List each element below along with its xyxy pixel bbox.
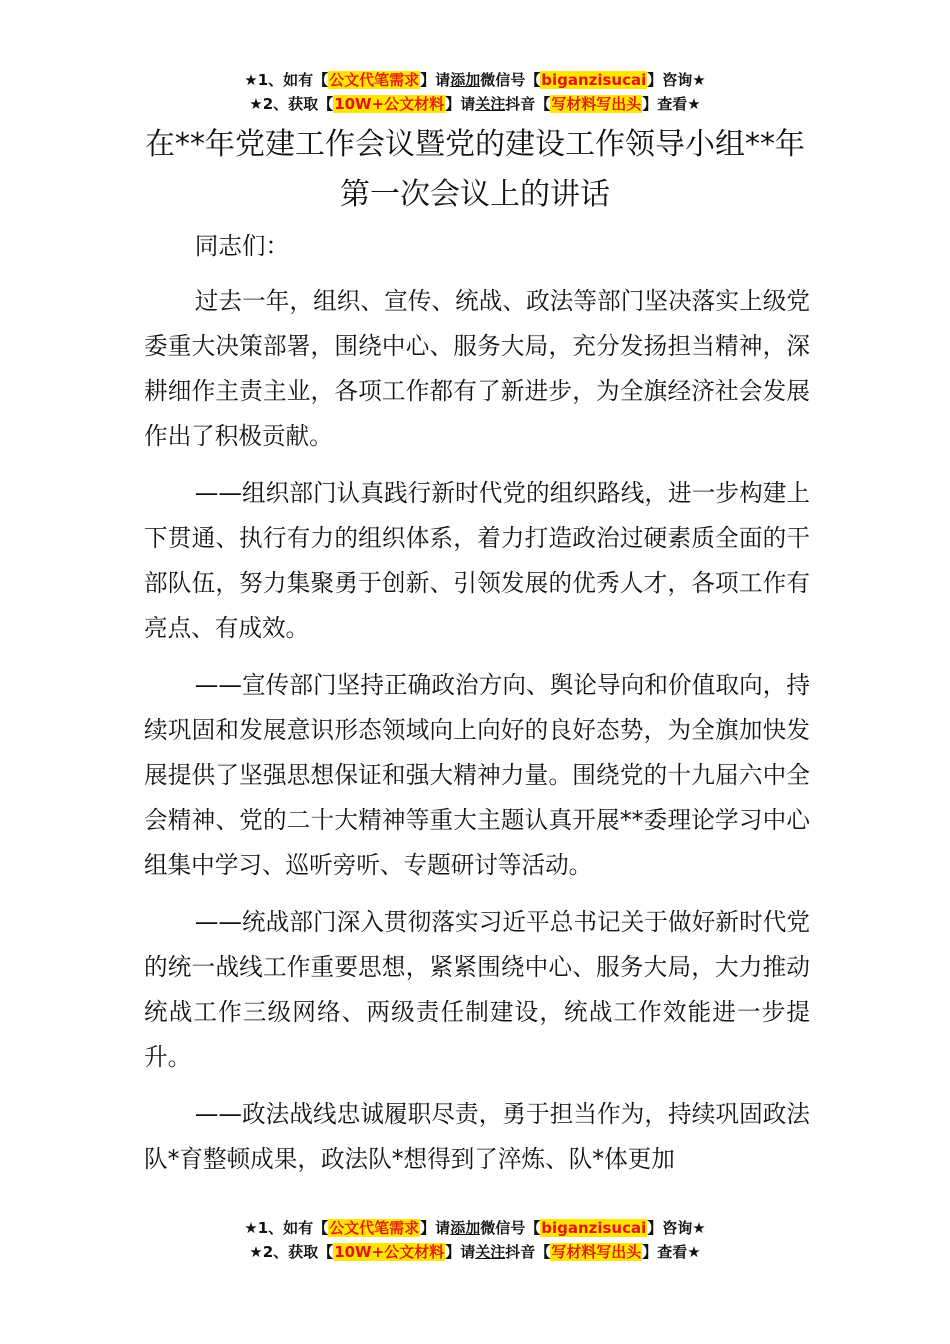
- promo-underlined-text: 添加: [450, 1219, 481, 1237]
- document-title: 在**年党建工作会议暨党的建设工作领导小组**年第一次会议上的讲话: [145, 127, 805, 212]
- promo-underlined-text: 添加: [450, 71, 481, 89]
- promo-text: ★1、如有【: [244, 71, 329, 89]
- body-paragraph: ——宣传部门坚持正确政治方向、舆论导向和价值取向，持续巩固和发展意识形态领域向上向好的良好态势，为全旗加快发展提供了坚强思想保证和强大精神力量。围绕党的十九届六中全会精神、党的二十大精神等重大主题认真开展**委理论学习中心组集中学习、巡听旁听、专题研讨等活动。: [144, 671, 810, 879]
- promo-highlight: 公文代笔需求: [329, 1219, 420, 1237]
- promo-line-1: [0, 1216, 950, 1240]
- promo-highlight: 10W+公文材料: [334, 1243, 445, 1261]
- promo-highlight: 公文代笔需求: [329, 71, 420, 89]
- promo-text: ★2、获取【: [249, 1243, 334, 1261]
- promo-line-1: [0, 68, 950, 92]
- promo-highlight: biganzisucai: [541, 71, 647, 89]
- promo-highlight: biganzisucai: [541, 1219, 647, 1237]
- salutation: 同志们：: [194, 232, 290, 260]
- promo-banner-bottom: [0, 1216, 950, 1264]
- promo-line-2: [0, 92, 950, 116]
- promo-text: 抖音【: [505, 95, 551, 113]
- promo-text: 】请: [420, 1219, 451, 1237]
- promo-text: 抖音【: [505, 1243, 551, 1261]
- promo-text: ★2、获取【: [249, 95, 334, 113]
- promo-text: 】咨询★: [647, 71, 706, 89]
- promo-underlined-text: 关注: [475, 95, 506, 113]
- promo-text: 】请: [445, 95, 476, 113]
- promo-text: 】查看★: [642, 95, 701, 113]
- promo-text: 微信号【: [480, 71, 541, 89]
- promo-highlight: 写材料写出头: [551, 1243, 642, 1261]
- promo-underlined-text: 关注: [475, 1243, 506, 1261]
- body-paragraph: 过去一年，组织、宣传、统战、政法等部门坚决落实上级党委重大决策部署，围绕中心、服务大局，充分发扬担当精神，深耕细作主责主业，各项工作都有了新进步，为全旗经济社会发展作出了积极贡献。: [144, 287, 810, 450]
- promo-text: 微信号【: [480, 1219, 541, 1237]
- promo-text: ★1、如有【: [244, 1219, 329, 1237]
- promo-text: 】咨询★: [647, 1219, 706, 1237]
- document-body: [144, 224, 810, 1194]
- body-paragraph: ——组织部门认真践行新时代党的组织路线，进一步构建上下贯通、执行有力的组织体系，着力打造政治过硬素质全面的干部队伍，努力集聚勇于创新、引领发展的优秀人才，各项工作有亮点、有成效。: [144, 479, 810, 642]
- body-paragraph: ——政法战线忠诚履职尽责，勇于担当作为，持续巩固政法队*育整顿成果，政法队*想得到了淬炼、队*体更加: [144, 1100, 810, 1173]
- body-paragraph: ——统战部门深入贯彻落实习近平总书记关于做好新时代党的统一战线工作重要思想，紧紧围绕中心、服务大局，大力推动统战工作三级网络、两级责任制建设，统战工作效能进一步提升。: [144, 908, 810, 1071]
- promo-text: 】请: [445, 1243, 476, 1261]
- promo-text: 】查看★: [642, 1243, 701, 1261]
- promo-banner-top: [0, 68, 950, 116]
- promo-highlight: 10W+公文材料: [334, 95, 445, 113]
- promo-text: 】请: [420, 71, 451, 89]
- promo-line-2: [0, 1240, 950, 1264]
- promo-highlight: 写材料写出头: [551, 95, 642, 113]
